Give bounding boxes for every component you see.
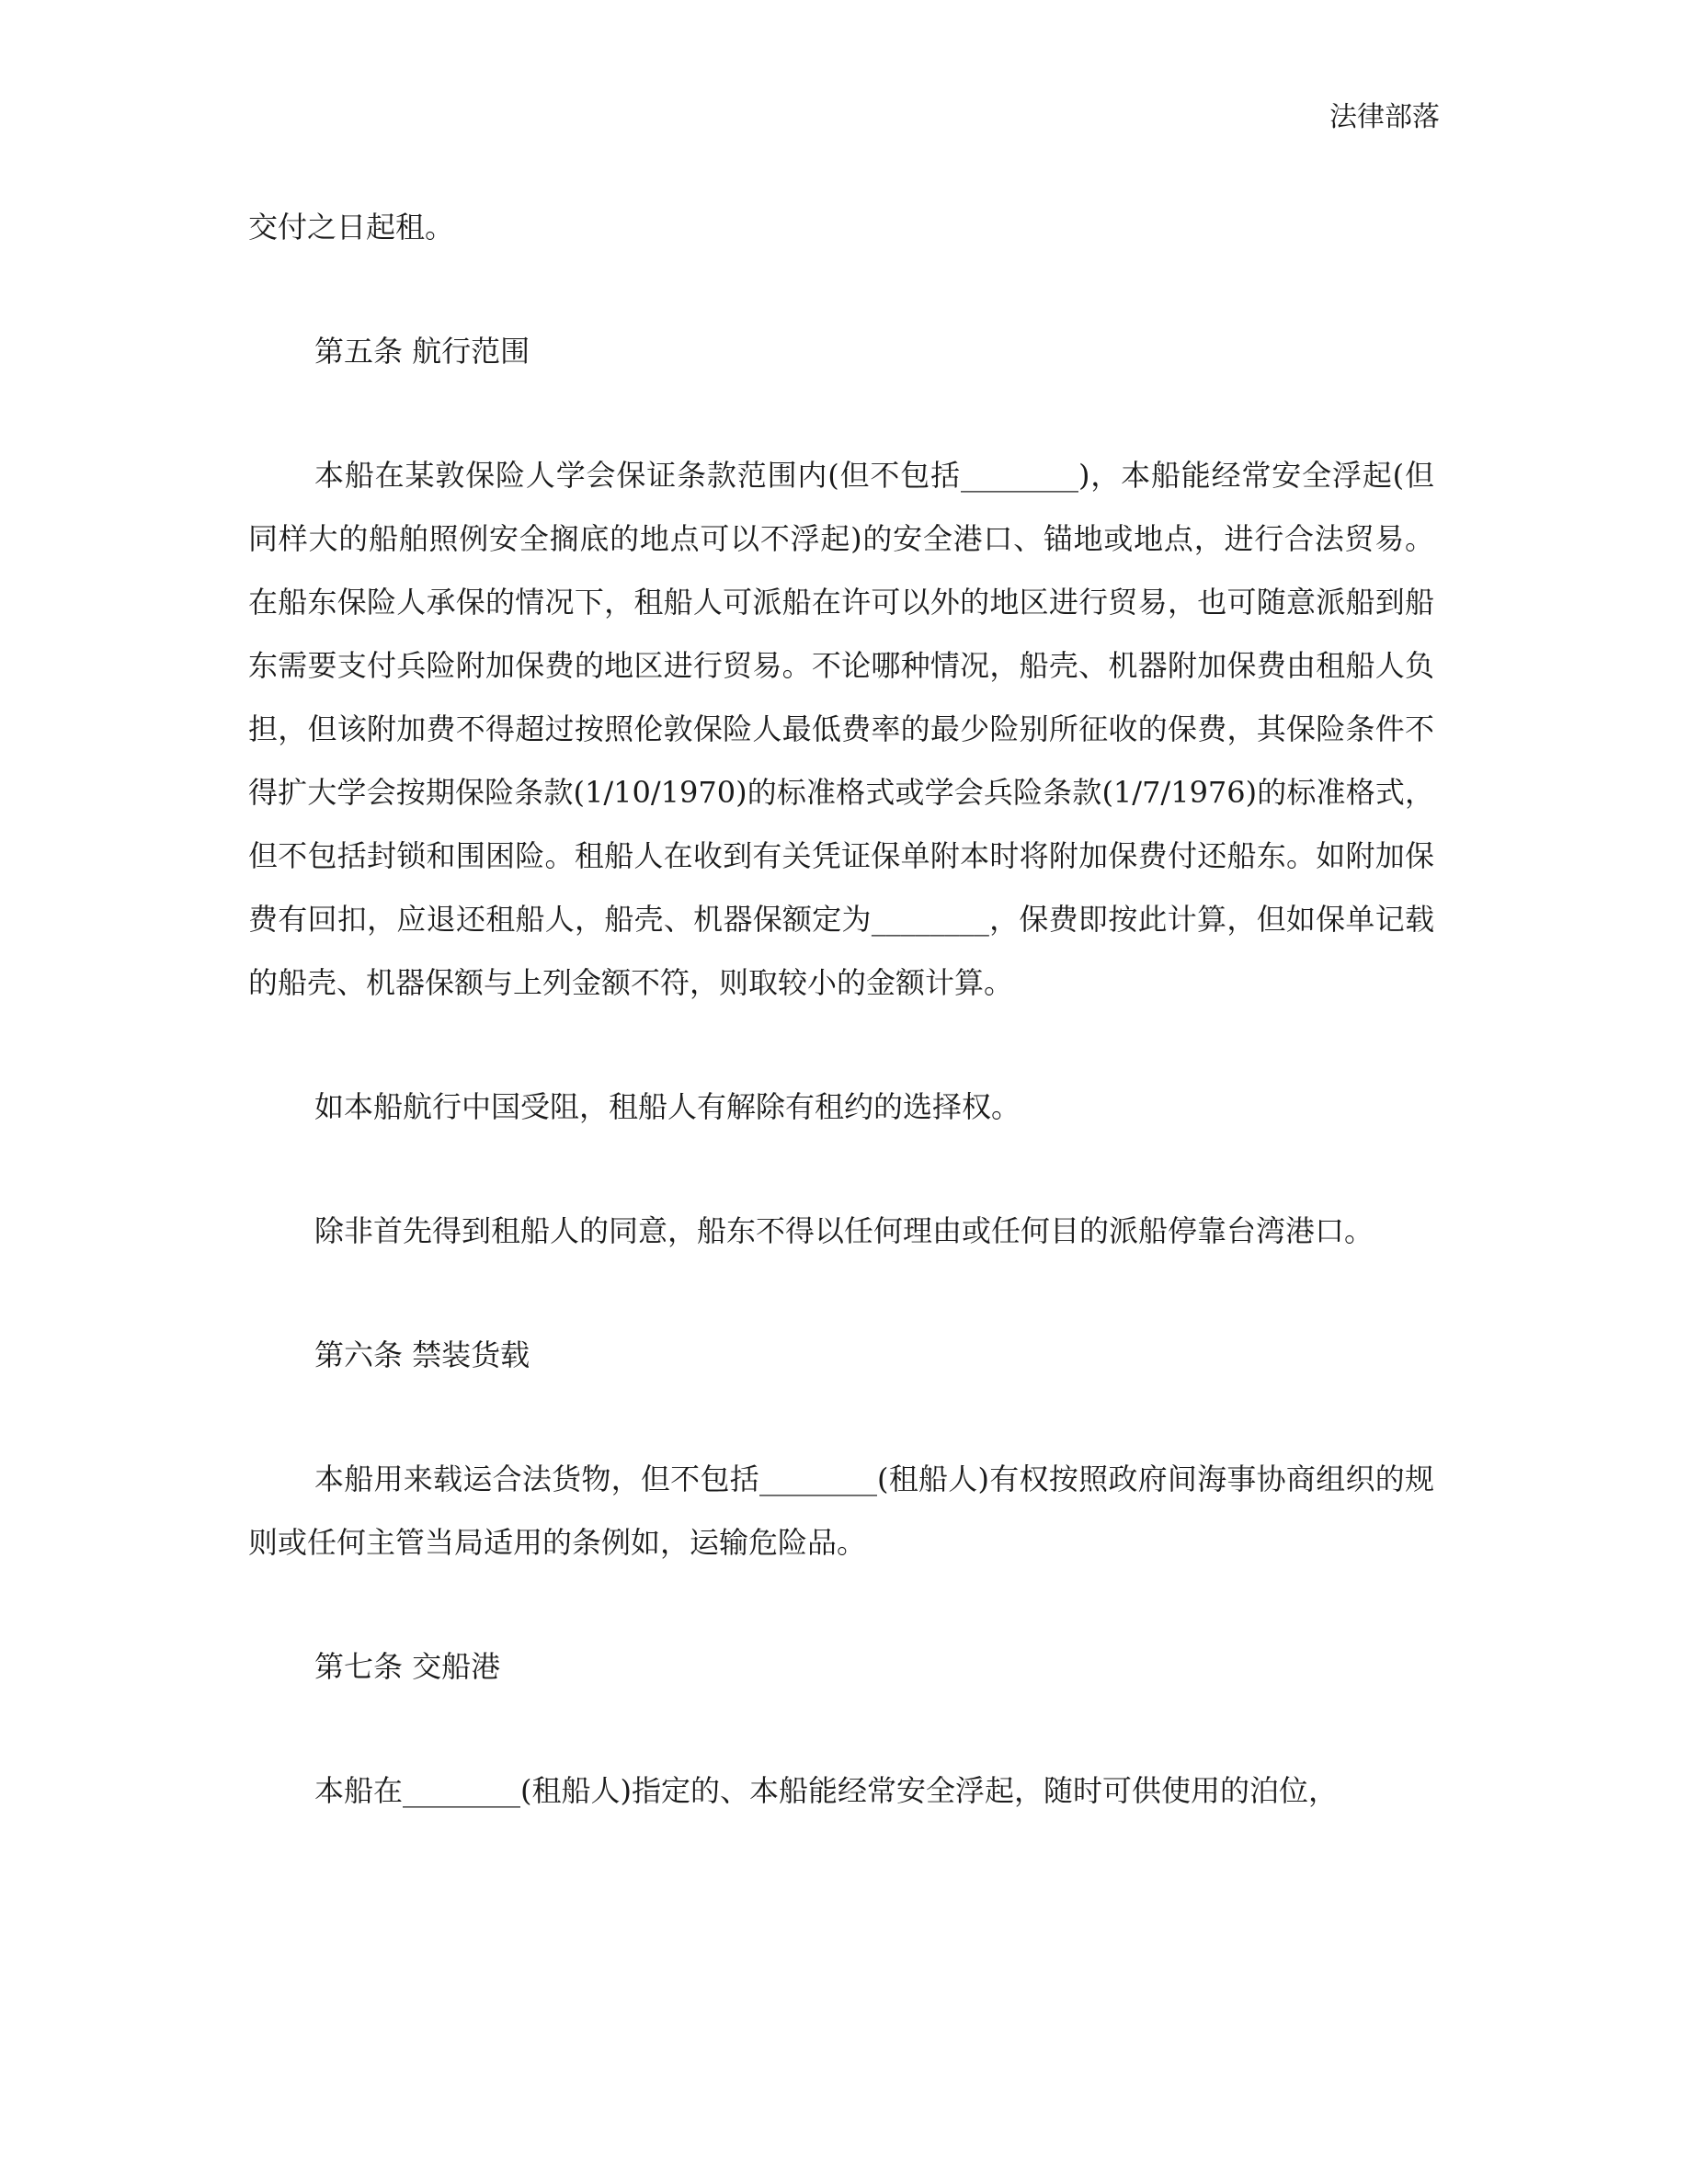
page-header: 法律部落 bbox=[1329, 101, 1440, 133]
heading-article-7: 第七条 交船港 bbox=[314, 1649, 501, 1684]
document-body bbox=[248, 196, 1434, 1883]
paragraph-navigation-scope: 本船在某敦保险人学会保证条款范围内(但不包括________)，本船能经常安全浮起(但同样大的船舶照例安全搁底的地点可以不浮起)的安全港口、锚地或地点，进行合法贸易。在船东保险人承保的情况下，租船人可派船在许可以外的地区进行贸易，也可随意派船到船东需要支付兵险附加保费的地区进行贸易。不论哪种情况，船壳、机器附加保费由租船人负担，但该附加费不得超过按照伦敦保险人最低费率的最少险别所征收的保费，其保险条件不得扩大学会按期保险条款(1/10/1970)的标准格式或学会兵险条款(1/7/1976)的标准格式，但不包括封锁和围困险。租船人在收到有关凭证保单附本时将附加保费付还船东。如附加保费有回扣，应退还租船人，船壳、机器保额定为________，保费即按此计算，但如保单记载的船壳、机器保额与上列金额不符，则取较小的金额计算。 bbox=[248, 458, 1434, 1000]
heading-article-5: 第五条 航行范围 bbox=[314, 334, 530, 369]
paragraph-taiwan-ports: 除非首先得到租船人的同意，船东不得以任何理由或任何目的派船停靠台湾港口。 bbox=[314, 1213, 1374, 1248]
paragraph-china-blocked: 如本船航行中国受阻，租船人有解除有租约的选择权。 bbox=[314, 1089, 1021, 1124]
paragraph-delivery-port: 本船在________(租船人)指定的、本船能经常安全浮起，随时可供使用的泊位， bbox=[314, 1773, 1338, 1808]
paragraph-prohibited-cargo: 本船用来载运合法货物，但不包括________(租船人)有权按照政府间海事协商组织的规则或任何主管当局适用的条例如，运输危险品。 bbox=[248, 1462, 1434, 1560]
paragraph-rent-start: 交付之日起租。 bbox=[248, 210, 455, 245]
heading-article-6: 第六条 禁装货载 bbox=[314, 1337, 530, 1372]
